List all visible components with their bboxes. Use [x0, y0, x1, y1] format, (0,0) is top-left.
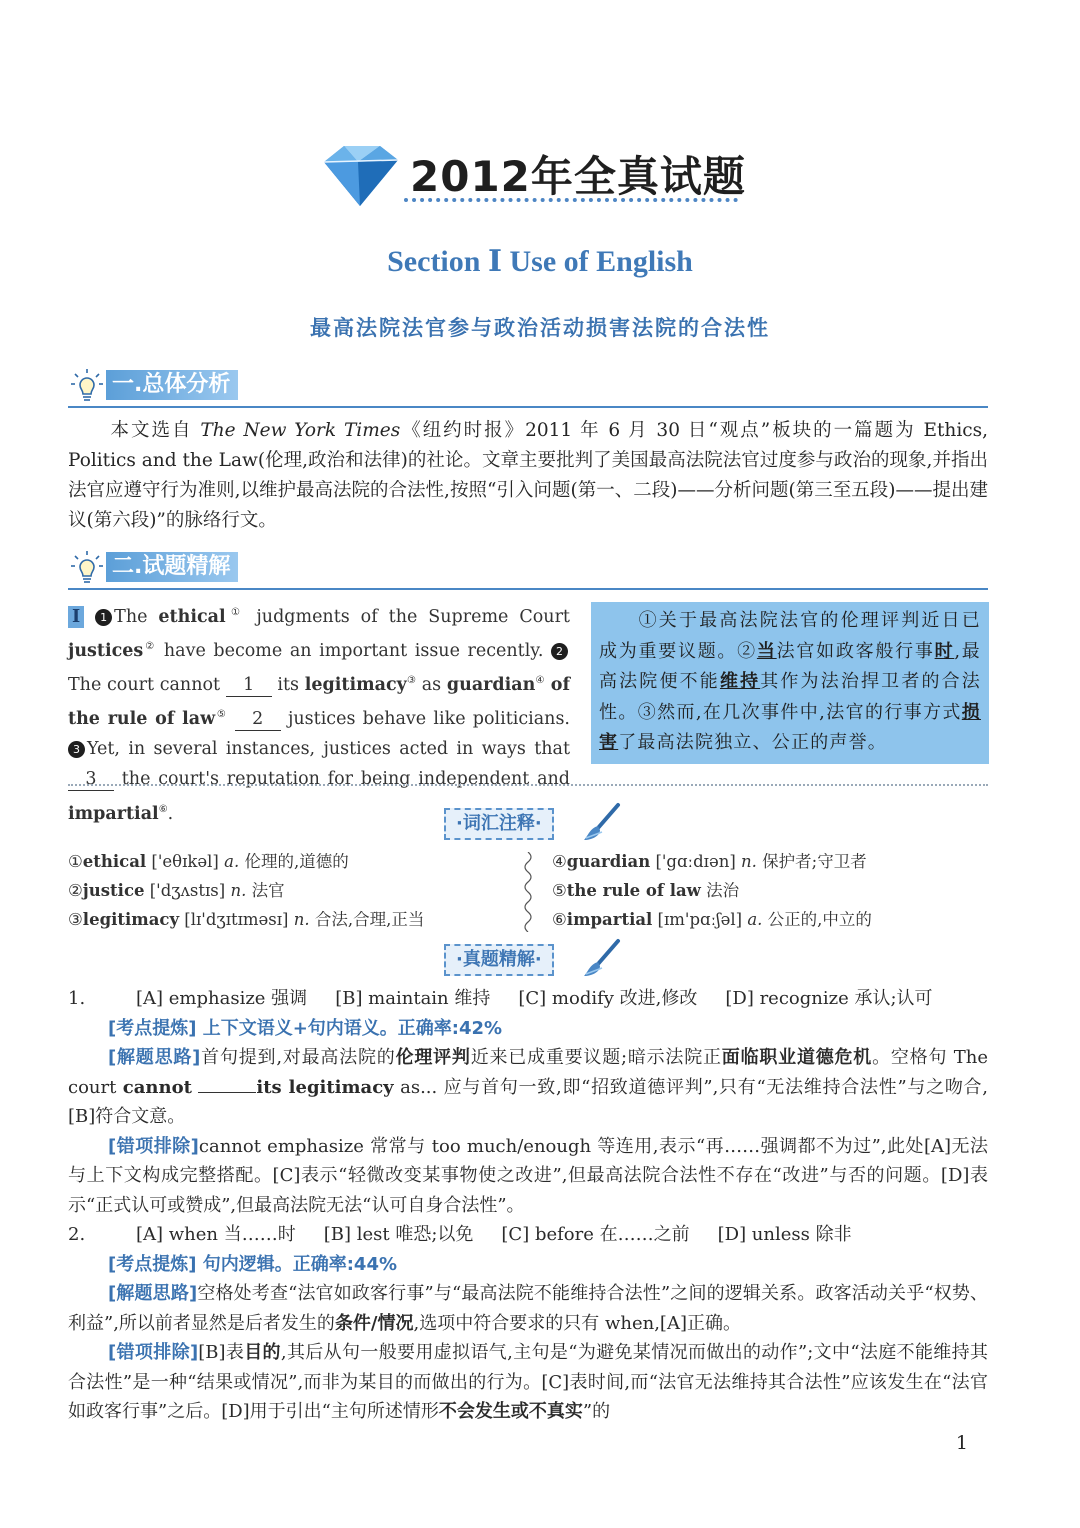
- vocab-item: ①ethical ['eθɪkəl] a. 伦理的,道德的: [68, 852, 349, 871]
- passage-text: justices behave like politicians.: [280, 708, 570, 729]
- page-title: 2012年全真试题: [410, 152, 746, 201]
- wrong-keyword: 不会发生或不真实: [438, 1401, 583, 1422]
- footnote-mark: ②: [143, 641, 157, 653]
- passage-text: as: [416, 674, 447, 695]
- q1-options: [68, 984, 988, 1014]
- overview-text-b: 《纽约时报》2011 年 6 月 30 日“观点”板块的一篇题为 Ethics, Politics and the Law(伦理,政治和法律)的社论。文章主要批判了美国最高法院法官过度参与政治的现象,并指出法官应遵守行为准则,以维护最高法院的合法性,按照“引入问题(第一、二段)——分析问题(第三至五段)——提出建议(第六段)”的脉络行文。: [68, 420, 988, 531]
- idea-tag: [解题思路]: [108, 1047, 201, 1068]
- option-b: [B] lest 唯恐;以免: [323, 1224, 474, 1245]
- option-c: [C] modify 改进,修改: [518, 988, 698, 1009]
- passage-text: have become an important issue recently.: [156, 640, 551, 661]
- idea-keyword: its legitimacy: [256, 1076, 394, 1098]
- option-b: [B] maintain 维持: [335, 988, 491, 1009]
- option-d: [D] unless 除非: [717, 1224, 852, 1245]
- vocab-heading: ·词汇注释·: [444, 808, 554, 840]
- wavy-divider: [520, 852, 536, 932]
- option-a: [A] emphasize 强调: [136, 988, 308, 1009]
- option-c: [C] before 在……之前: [501, 1224, 690, 1245]
- translation-text: 其作为法治捍卫者的合法性。③然而,在几次事件中,法官的行事方式: [599, 671, 981, 723]
- idea-text: ,选项中符合要求的只有 when,[A]正确。: [413, 1312, 741, 1334]
- answers-section: [68, 984, 988, 1427]
- answer-blank-3: 3: [68, 768, 114, 791]
- translation-text: ①关于最高法院法官的伦理评判近日已成为重要议题。②: [599, 610, 981, 662]
- vocab-item: ⑤the rule of law 法治: [552, 881, 740, 900]
- analysis-heading: 二.试题精解: [106, 552, 238, 582]
- q2-options: [68, 1220, 988, 1250]
- sentence-number: 3: [68, 741, 85, 758]
- passage-text: the court's reputation for being independent and: [114, 769, 570, 790]
- wrong-text: [B]表: [198, 1342, 245, 1363]
- translation-box: [591, 602, 989, 764]
- question-number: 2.: [68, 1224, 86, 1245]
- passage-text: judgments of the Supreme Court: [245, 606, 570, 627]
- analysis-heading-bar: [68, 548, 988, 590]
- diamond-logo-icon: [318, 140, 402, 210]
- translation-text: 法官如政客般行事: [776, 640, 935, 662]
- page-number: 1: [955, 1432, 968, 1454]
- translation-keyword: 维持: [719, 671, 761, 692]
- vocab-item: ④guardian ['gɑːdɪən] n. 保护者;守卫者: [552, 852, 867, 871]
- point-text: 上下文语义+句内语义。正确率:42%: [196, 1017, 503, 1039]
- wrong-text: ”的: [582, 1401, 611, 1422]
- wrong-tag: [错项排除]: [108, 1342, 199, 1363]
- idea-keyword: 条件/情况: [334, 1312, 414, 1334]
- inline-blank: [198, 1092, 256, 1093]
- vocab-word: justices: [68, 640, 144, 661]
- idea-text: as... 应与首句一致,即“招致道德评判”,只有“无法维持合法性”与之吻合,[B]符合文意。: [68, 1076, 988, 1127]
- idea-text: 首句提到,对最高法院的: [200, 1047, 396, 1068]
- passage-text: The court cannot: [68, 674, 226, 695]
- footnote-mark: ⑤: [215, 709, 228, 721]
- vocab-word: guardian: [446, 674, 536, 695]
- wrong-keyword: 目的: [244, 1342, 281, 1363]
- idea-tag: [解题思路]: [108, 1283, 198, 1304]
- idea-keyword: 面临职业道德危机: [721, 1047, 873, 1068]
- passage-text: Yet, in several instances, justices acted in ways that: [87, 739, 570, 760]
- vocab-word: ethical: [158, 606, 226, 627]
- translation-keyword: 时: [934, 640, 955, 662]
- wrong-text: cannot emphasize 常常与 too much/enough 等连用,表示“再……强调都不为过”,此处[A]无法与上下文构成完整搭配。[C]表示“轻微改变某事物使之改进”,但最高法院合法性不存在“改进”与否的问题。[D]表示“正式认可或赞成”,但最高法院无法“认可自身合法性”。: [68, 1135, 988, 1216]
- passage-text: its: [271, 674, 305, 695]
- point-tag: [考点提炼]: [108, 1017, 197, 1039]
- vocab-item: ⑥impartial [ɪm'pɑːʃəl] a. 公正的,中立的: [552, 910, 872, 929]
- translation-keyword: 损害: [599, 701, 981, 753]
- overview-paragraph: [68, 416, 988, 536]
- vocab-word: of the rule of law: [68, 674, 570, 729]
- point-tag: [考点提炼]: [108, 1253, 197, 1275]
- answer-blank-1: 1: [226, 674, 272, 697]
- idea-text: 近来已成重要议题;暗示法院正: [470, 1047, 722, 1068]
- vocab-list-left: [68, 847, 424, 934]
- paragraph-marker: Ⅰ: [68, 606, 84, 628]
- point-text: 句内逻辑。正确率:44%: [196, 1253, 398, 1275]
- translation-keyword: 当: [756, 640, 777, 662]
- vocab-item: ②justice ['dʒʌstɪs] n. 法官: [68, 881, 285, 900]
- idea-text: 。空格句 The court: [68, 1047, 988, 1098]
- vocab-list-right: [552, 847, 872, 934]
- article-subtitle: 最高法院法官参与政治活动损害法院的合法性: [310, 316, 770, 340]
- question-number: 1.: [68, 988, 86, 1009]
- overview-source: The New York Times: [200, 420, 401, 441]
- title-underline-dots: [404, 198, 738, 202]
- idea-keyword: cannot: [122, 1076, 192, 1098]
- vocab-word: impartial: [68, 803, 159, 824]
- translation-text: 了最高法院独立、公正的声誉。: [618, 732, 888, 753]
- footnote-mark: ⑥: [158, 803, 168, 815]
- lightbulb-icon: [70, 550, 104, 584]
- overview-heading-bar: [68, 366, 988, 408]
- wrong-tag: [错项排除]: [108, 1135, 199, 1157]
- brush-icon: [582, 938, 622, 978]
- wrong-text: ,其后从句一般要用虚拟语气,主句是“为避免某情况而做出的动作”;文中“法庭不能维持其合法性”是一种“结果或情况”,而非为某目的而做出的行为。[C]表时间,而“法官无法维持其合法性”应该发生在“法官如政客行事”之后。[D]用于引出“主句所述情形: [68, 1342, 988, 1422]
- translation-text: ,最高法院便不能: [599, 640, 982, 692]
- footnote-mark: ④: [535, 675, 545, 687]
- passage-text: .: [167, 803, 174, 824]
- idea-text: 空格处考查“法官如政客行事”与“最高法院不能维持合法性”之间的逻辑关系。政客活动关乎“权势、利益”,所以前者显然是后者发生的: [68, 1283, 989, 1334]
- option-a: [A] when 当……时: [136, 1224, 296, 1245]
- section-title: Section Ⅰ Use of English: [387, 245, 693, 278]
- overview-text-a: 本文选自: [110, 420, 201, 441]
- footnote-mark: ③: [406, 675, 417, 687]
- footnote-mark: ①: [225, 607, 246, 618]
- passage-text: The: [114, 606, 159, 627]
- overview-heading: 一.总体分析: [106, 370, 238, 400]
- idea-keyword: 伦理评判: [395, 1047, 471, 1068]
- lightbulb-icon: [70, 368, 104, 402]
- vocab-word: legitimacy: [304, 674, 407, 695]
- sentence-number: 2: [551, 643, 568, 660]
- option-d: [D] recognize 承认;认可: [725, 988, 933, 1009]
- answers-heading: ·真题精解·: [444, 944, 554, 976]
- sentence-number: 1: [95, 609, 112, 626]
- answer-blank-2: 2: [235, 708, 281, 731]
- dotted-divider: [68, 784, 988, 786]
- brush-icon: [582, 802, 622, 842]
- passage-paragraph: [68, 598, 570, 829]
- vocab-item: ③legitimacy [lɪ'dʒɪtɪməsɪ] n. 合法,合理,正当: [68, 910, 425, 929]
